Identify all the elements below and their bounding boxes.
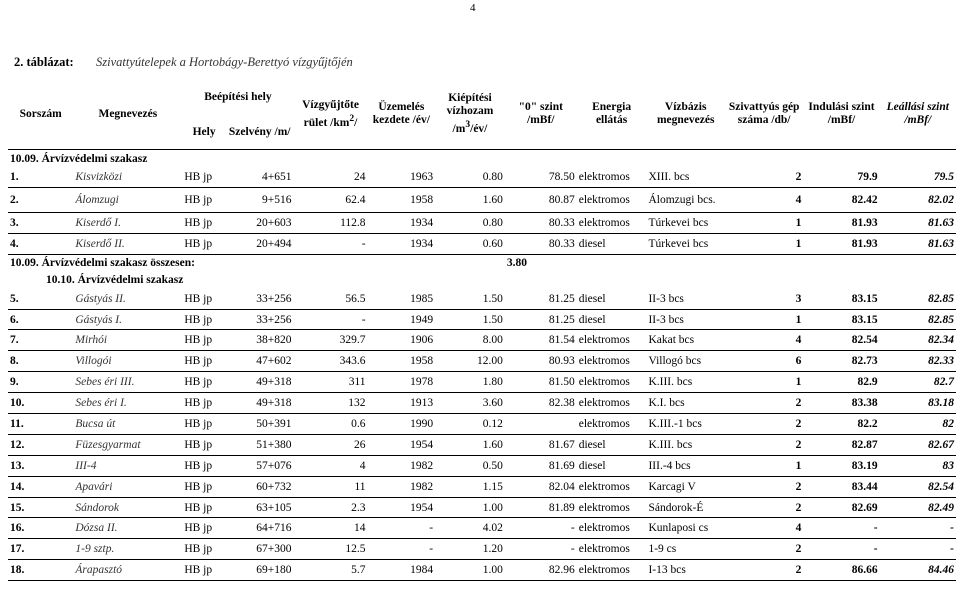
cell-energia: elektromos xyxy=(577,351,647,372)
table-row xyxy=(8,455,956,476)
cell-no: 16. xyxy=(8,518,73,539)
cell-hely: HB jp xyxy=(182,330,226,351)
cell-hely: HB jp xyxy=(182,309,226,330)
col-megnevezes: Megnevezés xyxy=(73,79,182,150)
cell-leallasi: 81.63 xyxy=(880,233,956,254)
caption-title: Szivattyútelepek a Hortobágy-Berettyó vízgyűjtőjén xyxy=(96,55,353,69)
cell-indulasi: 82.9 xyxy=(803,372,879,393)
cell-szelveny: 38+820 xyxy=(226,330,294,351)
cell-name: Füzesgyarmat xyxy=(73,434,182,455)
cell-vizbazis: Villogó bcs xyxy=(646,351,724,372)
cell-szelveny: 51+380 xyxy=(226,434,294,455)
cell-hozam: 1.50 xyxy=(435,289,505,309)
cell-vizbazis: Álomzugi bcs. xyxy=(646,187,724,212)
caption-label: 2. táblázat: xyxy=(14,55,74,69)
cell-name: Sebes éri I. xyxy=(73,393,182,414)
cell-hozam: 0.80 xyxy=(435,212,505,233)
cell-szint0: - xyxy=(505,539,577,560)
col-hely: Hely xyxy=(182,115,226,150)
cell-name: Sándorok xyxy=(73,497,182,518)
cell-szint0 xyxy=(505,414,577,435)
cell-leallasi: 83 xyxy=(880,455,956,476)
cell-szint0: 80.33 xyxy=(505,233,577,254)
cell-hely: HB jp xyxy=(182,539,226,560)
cell-ev: 1958 xyxy=(368,351,436,372)
cell-ev: 1954 xyxy=(368,434,436,455)
cell-leallasi: - xyxy=(880,539,956,560)
cell-szelveny: 20+603 xyxy=(226,212,294,233)
cell-hozam: 1.00 xyxy=(435,497,505,518)
cell-db: 2 xyxy=(725,167,803,187)
cell-terulet: 62.4 xyxy=(293,187,367,212)
cell-szint0: 78.50 xyxy=(505,167,577,187)
cell-szelveny: 33+256 xyxy=(226,289,294,309)
cell-name: Apavári xyxy=(73,476,182,497)
cell-hozam: 0.12 xyxy=(435,414,505,435)
cell-ev: 1982 xyxy=(368,476,436,497)
cell-ev: - xyxy=(368,539,436,560)
cell-ev: 1978 xyxy=(368,372,436,393)
cell-no: 14. xyxy=(8,476,73,497)
cell-hely: HB jp xyxy=(182,455,226,476)
cell-indulasi: 83.44 xyxy=(803,476,879,497)
cell-szelveny: 4+651 xyxy=(226,167,294,187)
cell-terulet: 329.7 xyxy=(293,330,367,351)
cell-terulet: 24 xyxy=(293,167,367,187)
cell-energia: elektromos xyxy=(577,560,647,581)
cell-szelveny: 33+256 xyxy=(226,309,294,330)
cell-energia: elektromos xyxy=(577,497,647,518)
cell-leallasi: 82.49 xyxy=(880,497,956,518)
cell-leallasi: 82.85 xyxy=(880,309,956,330)
cell-no: 13. xyxy=(8,455,73,476)
cell-hely: HB jp xyxy=(182,289,226,309)
table-row xyxy=(8,497,956,518)
cell-indulasi: 82.87 xyxy=(803,434,879,455)
cell-szint0: 80.33 xyxy=(505,212,577,233)
cell-ev: - xyxy=(368,518,436,539)
cell-leallasi: 82.7 xyxy=(880,372,956,393)
cell-name: Árapasztó xyxy=(73,560,182,581)
cell-no: 17. xyxy=(8,539,73,560)
cell-hozam: 1.50 xyxy=(435,309,505,330)
cell-leallasi: - xyxy=(880,518,956,539)
cell-leallasi: 82.67 xyxy=(880,434,956,455)
col-leallasi: Leállási szint /mBf/ xyxy=(880,79,956,150)
col-vizbazis: Vízbázis megnevezés xyxy=(646,79,724,150)
table-row xyxy=(8,393,956,414)
cell-vizbazis: K.III.-1 bcs xyxy=(646,414,724,435)
cell-szint0: 82.96 xyxy=(505,560,577,581)
cell-hely: HB jp xyxy=(182,497,226,518)
cell-vizbazis: Karcagi V xyxy=(646,476,724,497)
cell-leallasi: 79.5 xyxy=(880,167,956,187)
cell-energia: elektromos xyxy=(577,372,647,393)
cell-szint0: 81.67 xyxy=(505,434,577,455)
cell-db: 4 xyxy=(725,330,803,351)
cell-energia: elektromos xyxy=(577,212,647,233)
cell-indulasi: 82.42 xyxy=(803,187,879,212)
cell-db: 2 xyxy=(725,434,803,455)
cell-indulasi: 82.69 xyxy=(803,497,879,518)
cell-name: Kiserdő II. xyxy=(73,233,182,254)
cell-ev: 1990 xyxy=(368,414,436,435)
cell-no: 6. xyxy=(8,309,73,330)
cell-hely: HB jp xyxy=(182,414,226,435)
cell-vizbazis: Túrkevei bcs xyxy=(646,233,724,254)
cell-no: 7. xyxy=(8,330,73,351)
cell-terulet: 311 xyxy=(293,372,367,393)
cell-vizbazis: I-13 bcs xyxy=(646,560,724,581)
cell-energia: elektromos xyxy=(577,518,647,539)
cell-db: 2 xyxy=(725,497,803,518)
cell-name: Sebes éri III. xyxy=(73,372,182,393)
cell-szint0: 81.25 xyxy=(505,309,577,330)
cell-no: 15. xyxy=(8,497,73,518)
cell-no: 3. xyxy=(8,212,73,233)
cell-hely: HB jp xyxy=(182,476,226,497)
cell-terulet: 12.5 xyxy=(293,539,367,560)
cell-hely: HB jp xyxy=(182,372,226,393)
cell-indulasi: 83.19 xyxy=(803,455,879,476)
cell-hely: HB jp xyxy=(182,187,226,212)
cell-leallasi: 83.18 xyxy=(880,393,956,414)
cell-indulasi: 82.2 xyxy=(803,414,879,435)
cell-hely: HB jp xyxy=(182,233,226,254)
cell-indulasi: 86.66 xyxy=(803,560,879,581)
section-total-value: 3.80 xyxy=(506,257,527,270)
table-row xyxy=(8,351,956,372)
cell-szint0: 81.50 xyxy=(505,372,577,393)
table-row xyxy=(8,212,956,233)
cell-terulet: 56.5 xyxy=(293,289,367,309)
cell-leallasi: 82.34 xyxy=(880,330,956,351)
cell-szint0: 81.69 xyxy=(505,455,577,476)
cell-hozam: 1.80 xyxy=(435,372,505,393)
cell-no: 9. xyxy=(8,372,73,393)
cell-ev: 1949 xyxy=(368,309,436,330)
cell-leallasi: 82.54 xyxy=(880,476,956,497)
cell-hozam: 4.02 xyxy=(435,518,505,539)
table-row xyxy=(8,289,956,309)
cell-hely: HB jp xyxy=(182,167,226,187)
cell-vizbazis: K.III. bcs xyxy=(646,372,724,393)
cell-szelveny: 67+300 xyxy=(226,539,294,560)
cell-no: 10. xyxy=(8,393,73,414)
col-indulasi: Indulási szint /mBf/ xyxy=(803,79,879,150)
cell-energia: diesel xyxy=(577,289,647,309)
cell-hozam: 0.50 xyxy=(435,455,505,476)
cell-db: 2 xyxy=(725,539,803,560)
cell-energia: elektromos xyxy=(577,167,647,187)
col-szelveny: Szelvény /m/ xyxy=(226,115,294,150)
cell-szelveny: 60+732 xyxy=(226,476,294,497)
cell-indulasi: 79.9 xyxy=(803,167,879,187)
cell-szelveny: 20+494 xyxy=(226,233,294,254)
table-row xyxy=(8,539,956,560)
cell-szint0: 80.93 xyxy=(505,351,577,372)
cell-szelveny: 9+516 xyxy=(226,187,294,212)
cell-no: 12. xyxy=(8,434,73,455)
cell-db: 2 xyxy=(725,393,803,414)
cell-no: 5. xyxy=(8,289,73,309)
cell-no: 8. xyxy=(8,351,73,372)
cell-no: 18. xyxy=(8,560,73,581)
cell-terulet: 343.6 xyxy=(293,351,367,372)
cell-db: 2 xyxy=(725,414,803,435)
cell-szint0: 81.89 xyxy=(505,497,577,518)
cell-szint0: 81.25 xyxy=(505,289,577,309)
cell-szelveny: 47+602 xyxy=(226,351,294,372)
cell-energia: elektromos xyxy=(577,476,647,497)
cell-ev: 1963 xyxy=(368,167,436,187)
pump-stations-table xyxy=(8,79,956,581)
cell-db: 4 xyxy=(725,187,803,212)
table-row xyxy=(8,187,956,212)
cell-vizbazis: Túrkevei bcs xyxy=(646,212,724,233)
cell-hozam: 3.60 xyxy=(435,393,505,414)
cell-leallasi: 82.02 xyxy=(880,187,956,212)
cell-hozam: 0.60 xyxy=(435,233,505,254)
cell-indulasi: 83.15 xyxy=(803,309,879,330)
cell-vizbazis: 1-9 cs xyxy=(646,539,724,560)
cell-name: Dózsa II. xyxy=(73,518,182,539)
cell-db: 1 xyxy=(725,309,803,330)
cell-vizbazis: Kakat bcs xyxy=(646,330,724,351)
cell-vizbazis: K.III. bcs xyxy=(646,434,724,455)
cell-szelveny: 49+318 xyxy=(226,372,294,393)
cell-db: 6 xyxy=(725,351,803,372)
cell-hely: HB jp xyxy=(182,393,226,414)
cell-hozam: 0.80 xyxy=(435,167,505,187)
cell-terulet: 0.6 xyxy=(293,414,367,435)
cell-ev: 1958 xyxy=(368,187,436,212)
table-caption xyxy=(14,55,353,70)
cell-leallasi: 82 xyxy=(880,414,956,435)
cell-energia: diesel xyxy=(577,455,647,476)
cell-energia: elektromos xyxy=(577,330,647,351)
cell-terulet: 26 xyxy=(293,434,367,455)
cell-name: Villogói xyxy=(73,351,182,372)
section-total-label: 10.09. Árvízvédelmi szakasz összesen: xyxy=(10,257,195,270)
cell-hely: HB jp xyxy=(182,560,226,581)
cell-vizbazis: II-3 bcs xyxy=(646,289,724,309)
cell-db: 2 xyxy=(725,560,803,581)
cell-szelveny: 50+391 xyxy=(226,414,294,435)
cell-energia: elektromos xyxy=(577,414,647,435)
cell-hozam: 1.00 xyxy=(435,560,505,581)
cell-terulet: 2.3 xyxy=(293,497,367,518)
section-title: 10.09. Árvízvédelmi szakasz xyxy=(10,152,148,165)
cell-szint0: 81.54 xyxy=(505,330,577,351)
cell-leallasi: 84.46 xyxy=(880,560,956,581)
col-szivattyu: Szivattyús gép száma /db/ xyxy=(725,79,803,150)
cell-indulasi: 83.15 xyxy=(803,289,879,309)
cell-hozam: 1.60 xyxy=(435,434,505,455)
cell-terulet: - xyxy=(293,233,367,254)
cell-hozam: 1.15 xyxy=(435,476,505,497)
cell-hozam: 8.00 xyxy=(435,330,505,351)
cell-indulasi: 82.73 xyxy=(803,351,879,372)
cell-energia: diesel xyxy=(577,233,647,254)
cell-terulet: 11 xyxy=(293,476,367,497)
cell-name: Mirhói xyxy=(73,330,182,351)
cell-terulet: 5.7 xyxy=(293,560,367,581)
cell-name: Kiserdő I. xyxy=(73,212,182,233)
cell-indulasi: - xyxy=(803,518,879,539)
col-kiepitesi: Kiépítési vízhozam $/m^3/év/$ xyxy=(435,79,505,150)
table-row xyxy=(8,518,956,539)
page-number: 4 xyxy=(470,2,476,14)
cell-leallasi: 81.63 xyxy=(880,212,956,233)
cell-no: 2. xyxy=(8,187,73,212)
table-row xyxy=(8,167,956,187)
table-row xyxy=(8,372,956,393)
table-row xyxy=(8,414,956,435)
cell-hozam: 1.20 xyxy=(435,539,505,560)
cell-db: 1 xyxy=(725,233,803,254)
cell-vizbazis: K.I. bcs xyxy=(646,393,724,414)
cell-db: 4 xyxy=(725,518,803,539)
cell-indulasi: 82.54 xyxy=(803,330,879,351)
cell-ev: 1913 xyxy=(368,393,436,414)
cell-vizbazis: XIII. bcs xyxy=(646,167,724,187)
section-title: 10.10. Árvízvédelmi szakasz xyxy=(46,274,184,287)
cell-ev: 1934 xyxy=(368,212,436,233)
cell-hozam: 12.00 xyxy=(435,351,505,372)
table-row xyxy=(8,233,956,254)
cell-vizbazis: II-3 bcs xyxy=(646,309,724,330)
cell-db: 1 xyxy=(725,372,803,393)
cell-hely: HB jp xyxy=(182,518,226,539)
cell-no: 11. xyxy=(8,414,73,435)
cell-szint0: 80.87 xyxy=(505,187,577,212)
cell-szelveny: 49+318 xyxy=(226,393,294,414)
cell-name: Bucsa út xyxy=(73,414,182,435)
cell-terulet: 4 xyxy=(293,455,367,476)
col-nulla-szint: "0" szint /mBf/ xyxy=(505,79,577,150)
cell-leallasi: 82.33 xyxy=(880,351,956,372)
col-energia: Energia ellátás xyxy=(577,79,647,150)
table-row xyxy=(8,309,956,330)
cell-hely: HB jp xyxy=(182,212,226,233)
cell-vizbazis: III.-4 bcs xyxy=(646,455,724,476)
cell-indulasi: 81.93 xyxy=(803,212,879,233)
table-body xyxy=(8,150,956,581)
cell-szelveny: 64+716 xyxy=(226,518,294,539)
cell-terulet: 112.8 xyxy=(293,212,367,233)
cell-vizbazis: Sándorok-É xyxy=(646,497,724,518)
cell-terulet: 14 xyxy=(293,518,367,539)
cell-energia: elektromos xyxy=(577,393,647,414)
col-sorszam: Sorszám xyxy=(8,79,73,150)
table-row xyxy=(8,560,956,581)
table-row xyxy=(8,476,956,497)
cell-vizbazis: Kunlaposi cs xyxy=(646,518,724,539)
cell-db: 1 xyxy=(725,212,803,233)
col-beepitesi-hely: Beépítési hely xyxy=(204,90,272,103)
cell-ev: 1982 xyxy=(368,455,436,476)
cell-ev: 1934 xyxy=(368,233,436,254)
cell-terulet: - xyxy=(293,309,367,330)
col-uzemeles: Üzemelés kezdete /év/ xyxy=(368,79,436,150)
cell-szelveny: 63+105 xyxy=(226,497,294,518)
cell-name: III-4 xyxy=(73,455,182,476)
cell-energia: elektromos xyxy=(577,187,647,212)
cell-hely: HB jp xyxy=(182,434,226,455)
cell-name: 1-9 sztp. xyxy=(73,539,182,560)
cell-name: Gástyás II. xyxy=(73,289,182,309)
cell-name: Kisvizközi xyxy=(73,167,182,187)
cell-no: 1. xyxy=(8,167,73,187)
cell-hozam: 1.60 xyxy=(435,187,505,212)
cell-leallasi: 82.85 xyxy=(880,289,956,309)
cell-energia: diesel xyxy=(577,309,647,330)
cell-no: 4. xyxy=(8,233,73,254)
cell-indulasi: 83.38 xyxy=(803,393,879,414)
cell-ev: 1984 xyxy=(368,560,436,581)
table-row xyxy=(8,330,956,351)
cell-energia: diesel xyxy=(577,434,647,455)
cell-szelveny: 69+180 xyxy=(226,560,294,581)
cell-ev: 1954 xyxy=(368,497,436,518)
cell-db: 3 xyxy=(725,289,803,309)
cell-db: 1 xyxy=(725,455,803,476)
cell-szint0: 82.04 xyxy=(505,476,577,497)
cell-indulasi: 81.93 xyxy=(803,233,879,254)
cell-szint0: 82.38 xyxy=(505,393,577,414)
table-row xyxy=(8,434,956,455)
cell-energia: elektromos xyxy=(577,539,647,560)
col-vizgyujto: Vízgyűjtőte rület $/km^2/$ xyxy=(293,79,367,150)
cell-hely: HB jp xyxy=(182,351,226,372)
cell-name: Gástyás I. xyxy=(73,309,182,330)
cell-szint0: - xyxy=(505,518,577,539)
cell-indulasi: - xyxy=(803,539,879,560)
cell-ev: 1985 xyxy=(368,289,436,309)
cell-ev: 1906 xyxy=(368,330,436,351)
cell-db: 2 xyxy=(725,476,803,497)
cell-szelveny: 57+076 xyxy=(226,455,294,476)
cell-terulet: 132 xyxy=(293,393,367,414)
cell-name: Álomzugi xyxy=(73,187,182,212)
